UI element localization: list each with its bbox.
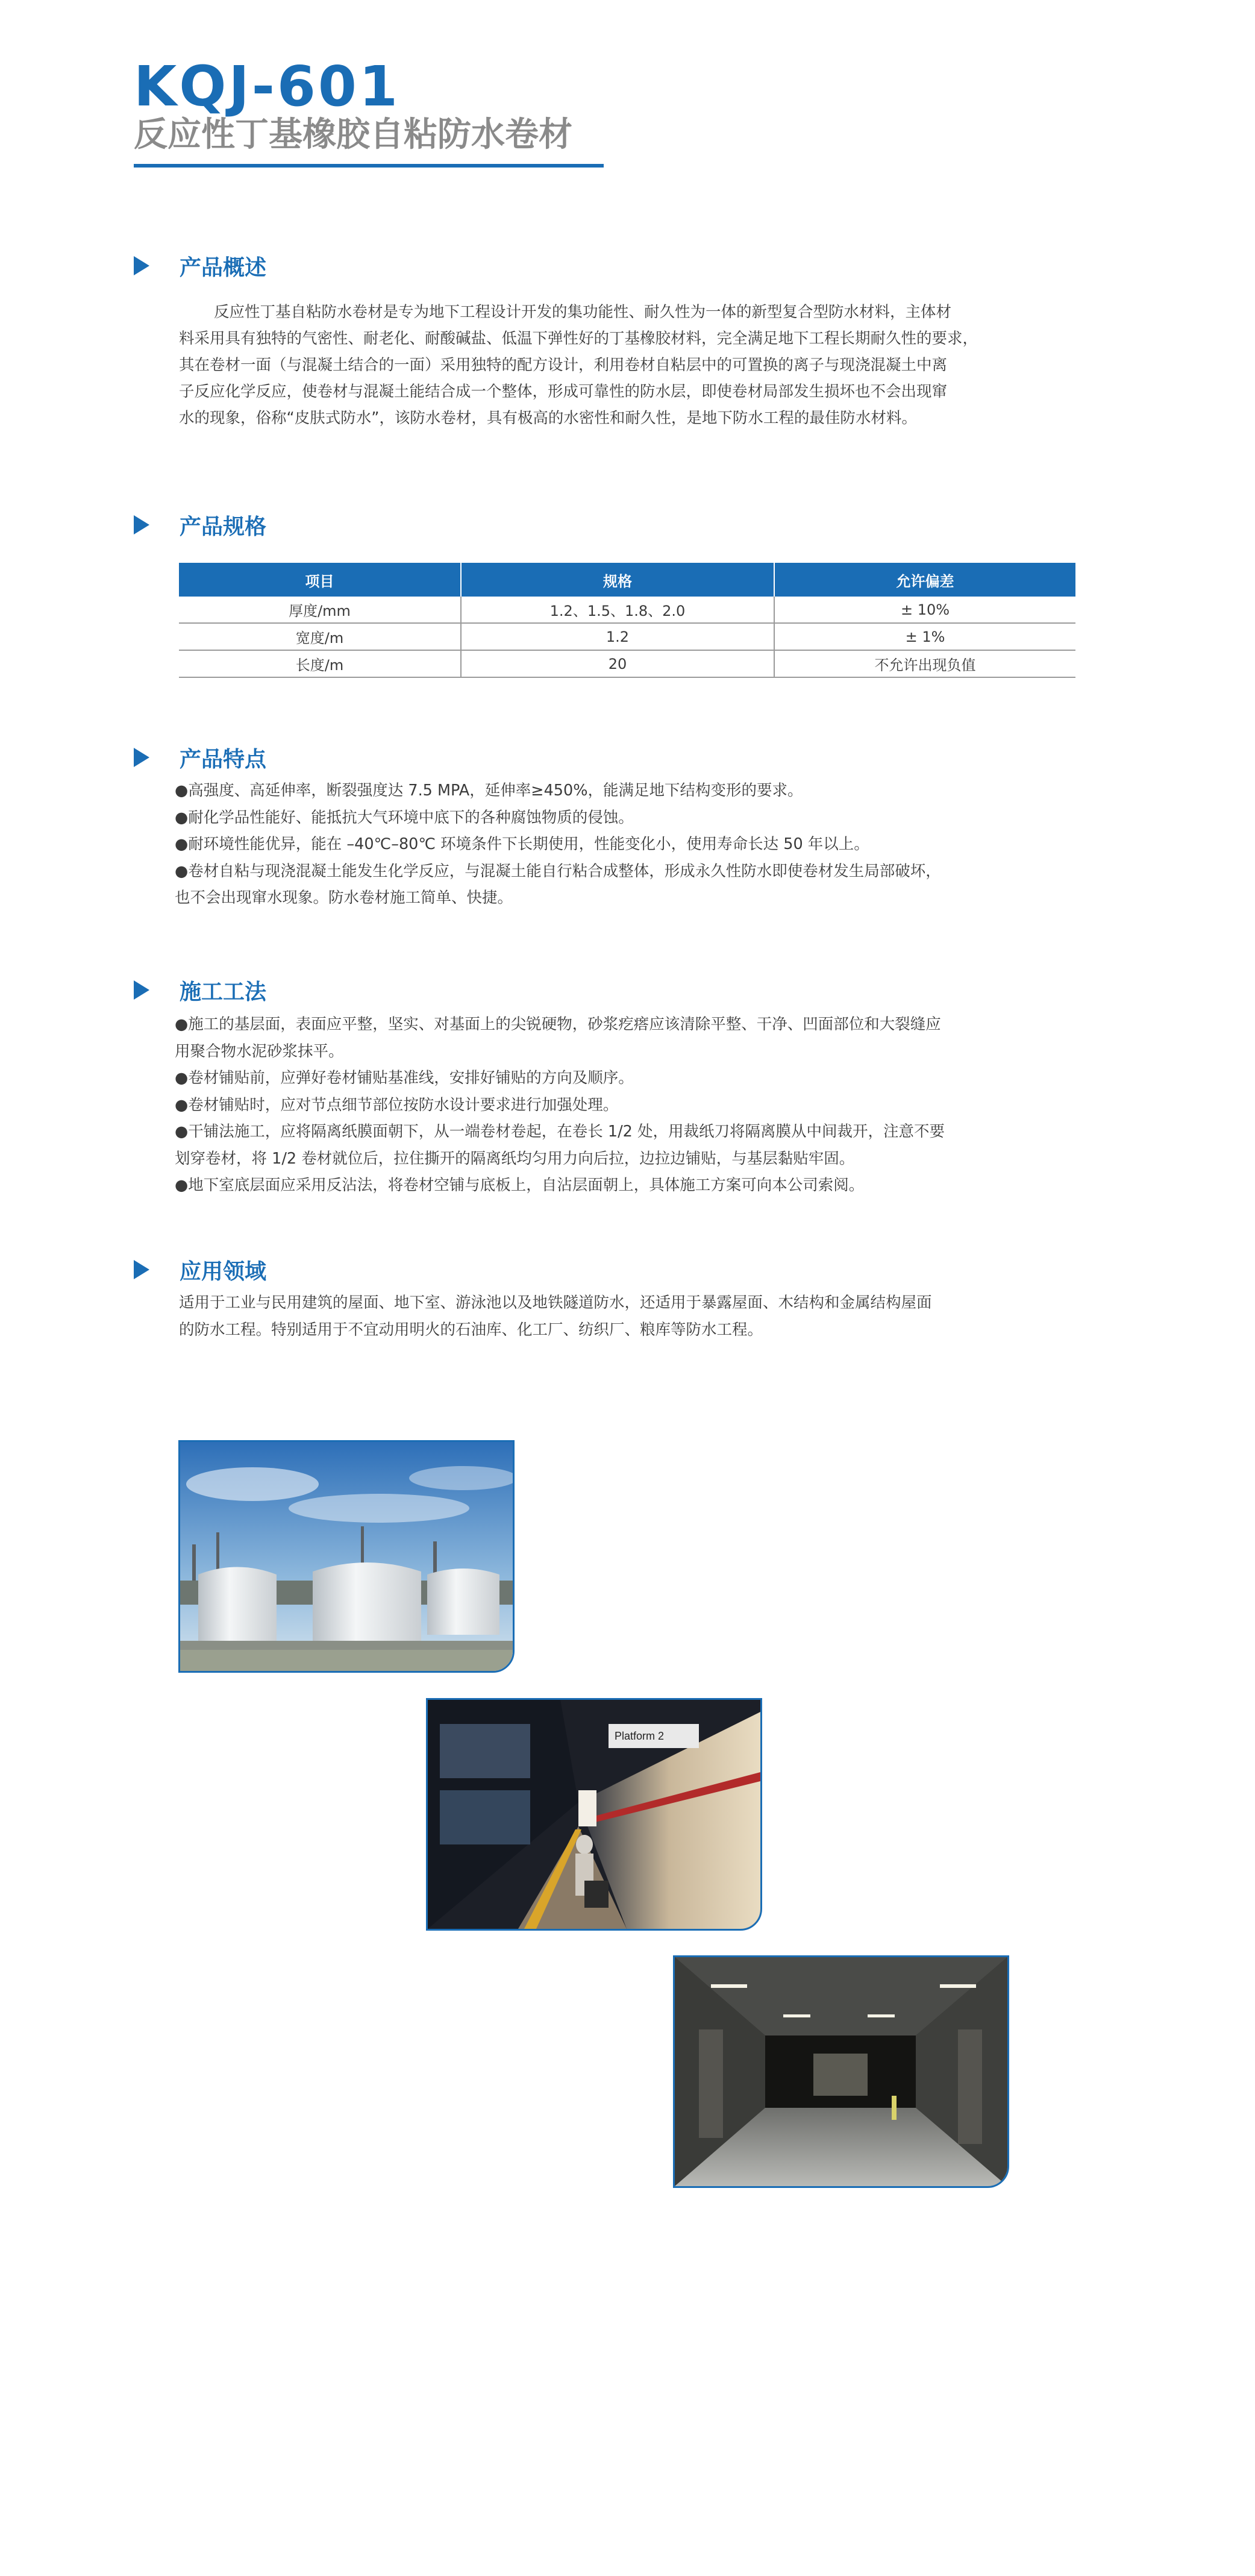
section-header-overview xyxy=(134,251,266,281)
table-cell: 20 xyxy=(461,650,774,677)
overview-line: 其在卷材一面（与混凝土结合的一面）采用独特的配方设计，利用卷材自粘层中的可置换的离子与现浇混凝土中离 xyxy=(179,356,948,374)
list-item: 划穿卷材，将 1/2 卷材就位后，拉住撕开的隔离纸均匀用力向后拉，边拉边铺贴，与基层黏贴牢固。 xyxy=(175,1149,855,1168)
table-row xyxy=(179,650,1075,677)
play-triangle-icon xyxy=(134,1260,149,1279)
subway-illustration xyxy=(428,1700,760,1929)
overview-line: 反应性丁基自粘防水卷材是专为地下工程设计开发的集功能性、耐久性为一体的新型复合型防水材料，主体材 xyxy=(214,303,952,321)
list-item: ●地下室底层面应采用反沾法，将卷材空铺与底板上，自沾层面朝上，具体施工方案可向本公司索阅。 xyxy=(175,1176,865,1194)
list-item: ●干铺法施工，应将隔离纸膜面朝下，从一端卷材卷起，在卷长 1/2 处，用裁纸刀将隔离膜从中间裁开，注意不要 xyxy=(175,1123,945,1141)
oil-tanks-illustration xyxy=(180,1442,513,1671)
list-item: ●耐化学品性能好、能抵抗大气环境中底下的各种腐蚀物质的侵蚀。 xyxy=(175,808,634,827)
section-title-construction: 施工工法 xyxy=(180,979,267,1004)
spec-col-item: 项目 xyxy=(179,563,461,597)
table-cell: 不允许出现负值 xyxy=(774,650,1075,677)
play-triangle-icon xyxy=(134,748,149,767)
table-cell: 宽度/m xyxy=(179,623,461,650)
spec-col-spec: 规格 xyxy=(461,563,774,597)
garage-illustration xyxy=(675,1957,1007,2186)
section-header-application xyxy=(134,1255,266,1285)
table-row xyxy=(179,623,1075,650)
section-header-features xyxy=(134,742,266,772)
application-paragraph xyxy=(179,1290,1053,1343)
features-list xyxy=(175,777,1048,912)
table-cell: 长度/m xyxy=(179,650,461,677)
play-triangle-icon xyxy=(134,256,149,275)
product-model: KQJ-601 xyxy=(134,54,400,119)
construction-list xyxy=(175,1011,1048,1199)
list-item: ●卷材铺贴时，应对节点细节部位按防水设计要求进行加强处理。 xyxy=(175,1095,619,1114)
list-item: ●耐环境性能优异，能在 –40℃–80℃ 环境条件下长期使用，性能变化小，使用寿命长达 50 年以上。 xyxy=(175,835,869,853)
section-title-overview: 产品概述 xyxy=(180,255,267,280)
section-title-application: 应用领域 xyxy=(180,1259,267,1284)
table-cell: 1.2 xyxy=(461,623,774,650)
list-item: 用聚合物水泥砂浆抹平。 xyxy=(175,1042,344,1061)
photo-underground-garage xyxy=(673,1955,1009,2188)
section-header-spec xyxy=(134,510,266,540)
table-cell: 厚度/mm xyxy=(179,597,461,623)
title-underline xyxy=(134,164,604,168)
table-cell: ± 10% xyxy=(774,597,1075,623)
section-header-construction xyxy=(134,975,266,1005)
product-name: 反应性丁基橡胶自粘防水卷材 xyxy=(134,115,572,154)
play-triangle-icon xyxy=(134,515,149,534)
spec-col-tolerance: 允许偏差 xyxy=(774,563,1075,597)
list-item: 也不会出现窜水现象。防水卷材施工简单、快捷。 xyxy=(175,889,513,907)
overview-line: 子反应化学反应，使卷材与混凝土能结合成一个整体，形成可靠性的防水层，即使卷材局部发生损坏也不会出现窜 xyxy=(179,383,948,401)
table-cell: ± 1% xyxy=(774,623,1075,650)
table-row xyxy=(179,597,1075,623)
photo-oil-storage-tanks xyxy=(178,1440,515,1673)
platform-sign-text: Platform 2 xyxy=(615,1730,665,1742)
application-line: 适用于工业与民用建筑的屋面、地下室、游泳池以及地铁隧道防水，还适用于暴露屋面、木结构和金属结构屋面 xyxy=(179,1294,932,1312)
spec-table xyxy=(179,563,1075,678)
section-title-spec: 产品规格 xyxy=(180,514,267,539)
list-item: ●卷材自粘与现浇混凝土能发生化学反应，与混凝土能自行粘合成整体，形成永久性防水即使卷材发生局部破坏， xyxy=(175,862,941,880)
photo-subway-platform xyxy=(426,1698,762,1931)
play-triangle-icon xyxy=(134,980,149,1000)
application-line: 的防水工程。特别适用于不宜动用明火的石油库、化工厂、纺织厂、粮库等防水工程。 xyxy=(179,1320,763,1339)
section-title-features: 产品特点 xyxy=(180,747,267,772)
overview-line: 水的现象，俗称“皮肤式防水”，该防水卷材，具有极高的水密性和耐久性，是地下防水工程的最佳防水材料。 xyxy=(179,409,917,427)
list-item: ●卷材铺贴前，应弹好卷材铺贴基准线，安排好铺贴的方向及顺序。 xyxy=(175,1069,634,1087)
table-cell: 1.2、1.5、1.8、2.0 xyxy=(461,597,774,623)
list-item: ●施工的基层面，表面应平整，坚实、对基面上的尖锐硬物，砂浆疙瘩应该清除平整、干净、凹面部位和大裂缝应 xyxy=(175,1015,941,1033)
spec-table-header-row xyxy=(179,563,1075,597)
overview-paragraph xyxy=(179,299,1047,431)
list-item: ●高强度、高延伸率，断裂强度达 7.5 MPA，延伸率≥450%，能满足地下结构变形的要求。 xyxy=(175,782,803,800)
overview-line: 料采用具有独特的气密性、耐老化、耐酸碱盐、低温下弹性好的丁基橡胶材料，完全满足地下工程长期耐久性的要求， xyxy=(179,330,978,348)
